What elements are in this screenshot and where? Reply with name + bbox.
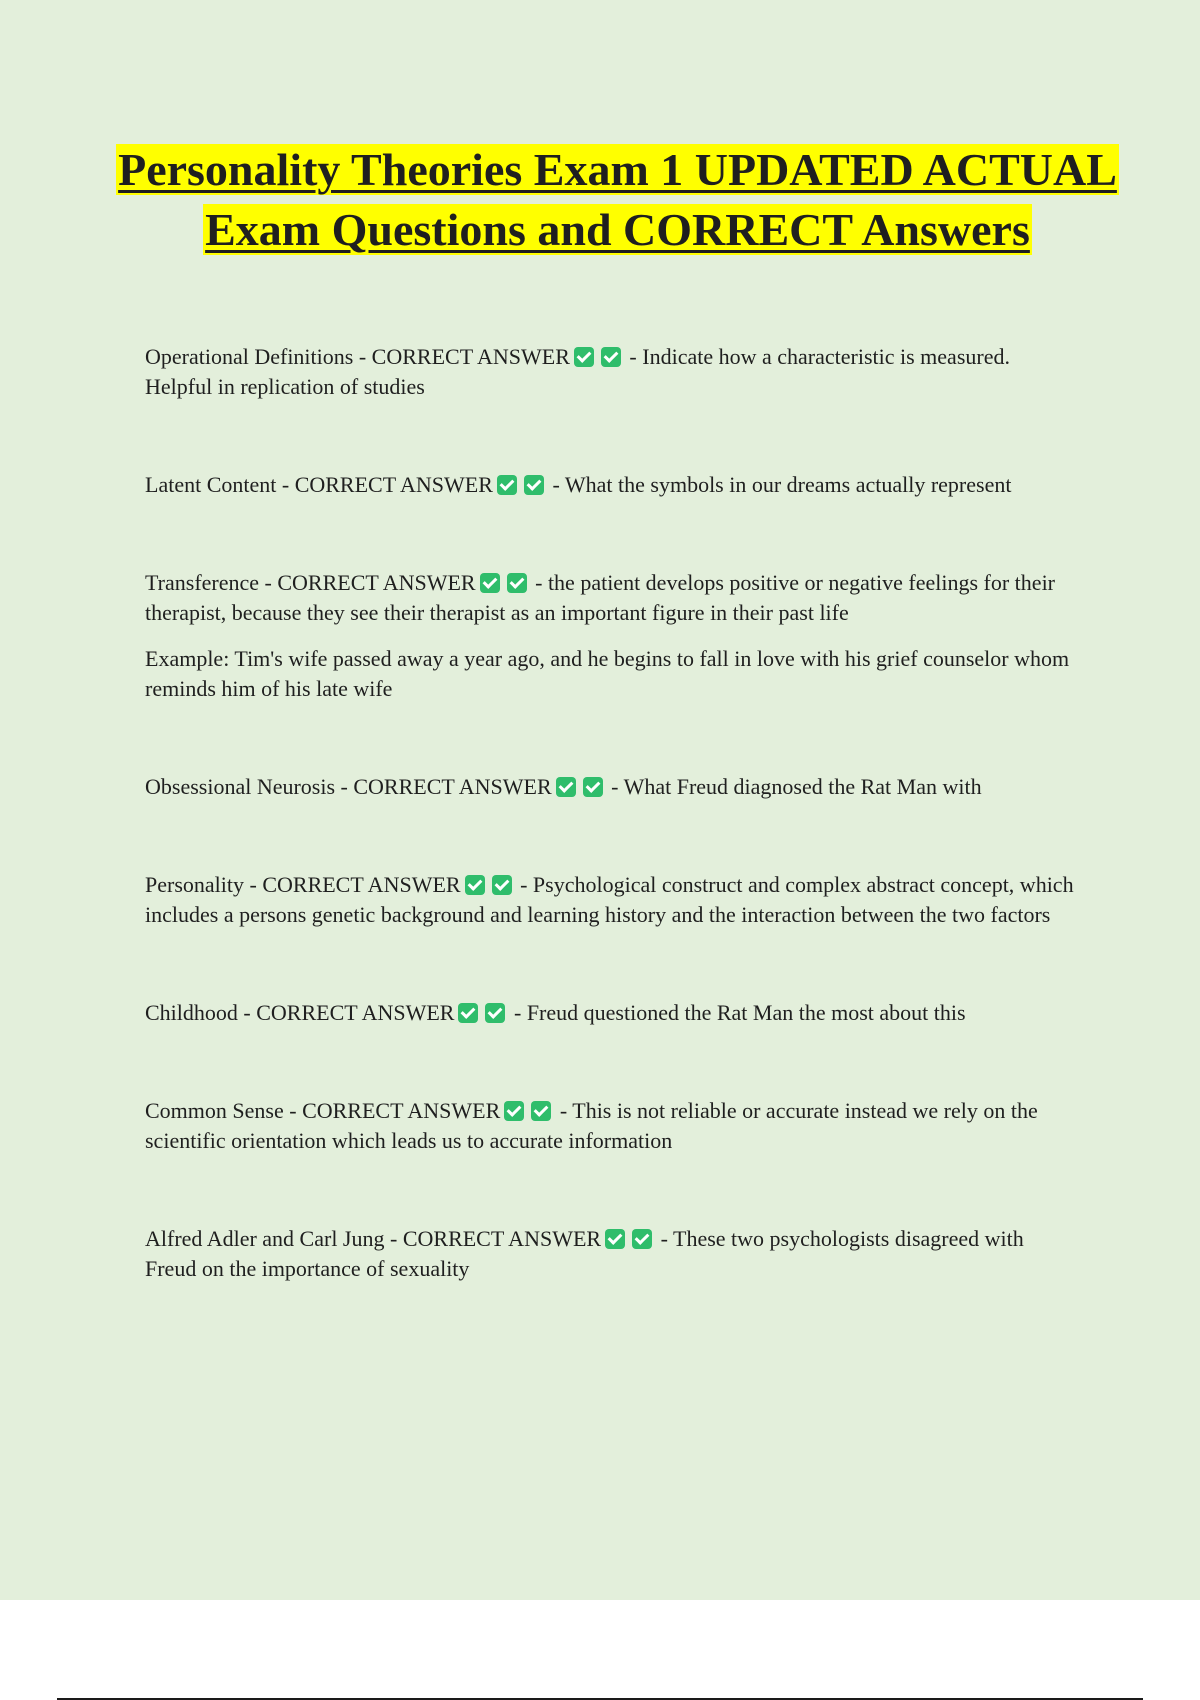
qa-list xyxy=(145,342,1080,1284)
term: Alfred Adler and Carl Jung xyxy=(145,1226,385,1251)
answer-marker: CORRECT ANSWER xyxy=(256,1000,455,1025)
qa-item xyxy=(145,870,1080,930)
check-mark-icon xyxy=(458,1003,478,1023)
answer-text: the patient develops positive or negative feelings for their therapist, because they see their therapist as an important figure in their past life xyxy=(145,570,1056,625)
separator: - xyxy=(655,1226,674,1251)
answer-text: What Freud diagnosed the Rat Man with xyxy=(623,774,982,799)
separator: - xyxy=(605,774,624,799)
check-mark-icon xyxy=(485,1003,505,1023)
qa-item xyxy=(145,772,1080,802)
check-mark-icon xyxy=(632,1229,652,1249)
separator: - xyxy=(283,1098,303,1123)
check-mark-icon xyxy=(583,777,603,797)
separator: - xyxy=(244,872,263,897)
check-mark-icon xyxy=(574,347,594,367)
separator: - xyxy=(384,1226,403,1251)
answer-text: Freud questioned the Rat Man the most about this xyxy=(526,1000,966,1025)
term: Operational Definitions xyxy=(145,344,354,369)
check-mark-icon xyxy=(504,1101,524,1121)
qa-line xyxy=(145,1096,1080,1156)
answer-marker: CORRECT ANSWER xyxy=(302,1098,501,1123)
qa-item xyxy=(145,342,1080,402)
separator: - xyxy=(335,774,354,799)
qa-item xyxy=(145,470,1080,500)
check-mark-icon xyxy=(556,777,576,797)
answer-text: These two psychologists disagreed with Freud on the importance of sexuality xyxy=(145,1226,1024,1281)
answer-text: Indicate how a characteristic is measured. Helpful in replication of studies xyxy=(145,344,1010,399)
term: Obsessional Neurosis xyxy=(145,774,336,799)
check-mark-icon xyxy=(480,573,500,593)
separator: - xyxy=(529,570,548,595)
check-mark-icon xyxy=(601,347,621,367)
answer-text: What the symbols in our dreams actually represent xyxy=(564,472,1012,497)
qa-line xyxy=(145,1224,1080,1284)
separator: - xyxy=(508,1000,527,1025)
term: Personality xyxy=(145,872,244,897)
qa-item xyxy=(145,568,1080,704)
separator: - xyxy=(276,472,295,497)
qa-item xyxy=(145,998,1080,1028)
check-mark-icon xyxy=(497,475,517,495)
qa-line xyxy=(145,870,1080,930)
answer-marker: CORRECT ANSWER xyxy=(353,774,552,799)
separator: - xyxy=(514,872,533,897)
answer-text: Psychological construct and complex abstract concept, which includes a persons genetic background and learning history and the interaction between the two factors xyxy=(145,872,1074,927)
separator: - xyxy=(353,344,372,369)
answer-marker: CORRECT ANSWER xyxy=(371,344,570,369)
qa-item xyxy=(145,1224,1080,1284)
qa-item xyxy=(145,1096,1080,1156)
separator: - xyxy=(554,1098,573,1123)
check-mark-icon xyxy=(531,1101,551,1121)
answer-marker: CORRECT ANSWER xyxy=(402,1226,602,1251)
term: Transference xyxy=(145,570,260,595)
qa-line xyxy=(145,998,1080,1028)
check-mark-icon xyxy=(524,475,544,495)
separator: - xyxy=(237,1000,257,1025)
term: Common Sense xyxy=(145,1098,284,1123)
check-mark-icon xyxy=(507,573,527,593)
answer-marker: CORRECT ANSWER xyxy=(294,472,493,497)
check-mark-icon xyxy=(465,875,485,895)
check-mark-icon xyxy=(605,1229,625,1249)
answer-marker: CORRECT ANSWER xyxy=(262,872,461,897)
example-text: Example: Tim's wife passed away a year ago, and he begins to fall in love with his grief counselor whom reminds him of his late wife xyxy=(145,646,1070,701)
qa-line xyxy=(145,772,1080,802)
separator: - xyxy=(546,472,565,497)
term: Latent Content xyxy=(145,472,277,497)
separator: - xyxy=(623,344,643,369)
answer-marker: CORRECT ANSWER xyxy=(277,570,476,595)
qa-line xyxy=(145,568,1080,628)
qa-line xyxy=(145,342,1080,402)
document-title xyxy=(100,140,1135,260)
check-mark-icon xyxy=(492,875,512,895)
title-text: Personality Theories Exam 1 UPDATED ACTUAL Exam Questions and CORRECT Answers xyxy=(118,144,1117,255)
answer-text: This is not reliable or accurate instead we rely on the scientific orientation which leads us to accurate information xyxy=(145,1098,1038,1153)
separator: - xyxy=(259,570,278,595)
term: Childhood xyxy=(145,1000,238,1025)
qa-line xyxy=(145,470,1080,500)
